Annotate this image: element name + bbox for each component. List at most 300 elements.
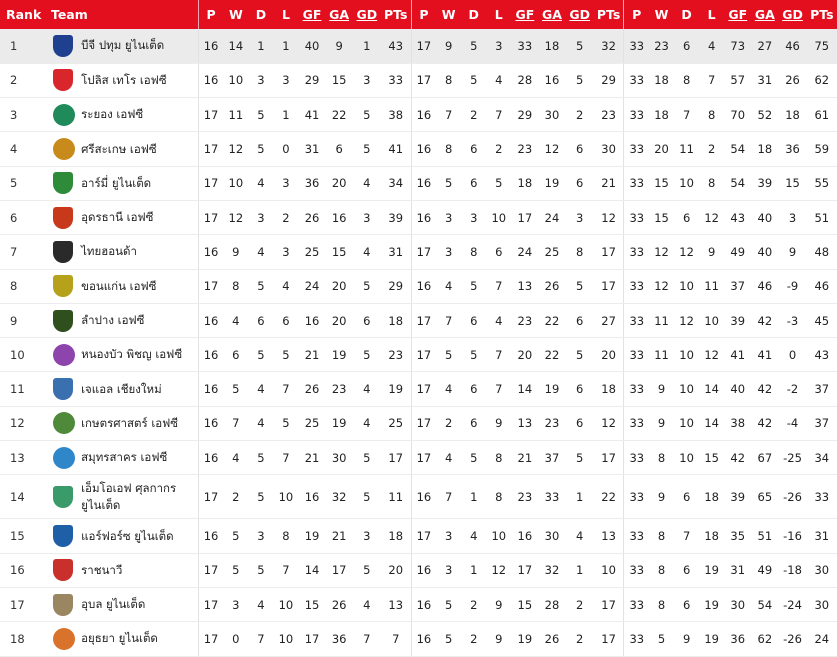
team-name[interactable]: หนองบัว พิชญ เอฟซี (75, 338, 198, 372)
total-goal-difference: -16 (778, 519, 806, 553)
total-goals-for: 57 (724, 63, 751, 97)
header-first-leg-drawn[interactable]: D (248, 0, 273, 29)
total-drawn: 10 (674, 338, 699, 372)
total-drawn: 10 (674, 406, 699, 440)
second-leg-played: 16 (411, 132, 436, 166)
rank-cell: 10 (0, 338, 47, 372)
first-leg-goals-for: 26 (298, 200, 325, 234)
team-name[interactable]: ไทยฮอนด้า (75, 235, 198, 269)
header-rank[interactable]: Rank (0, 0, 47, 29)
total-won: 23 (649, 29, 674, 63)
first-leg-points: 18 (381, 303, 411, 337)
second-leg-goals-for: 17 (511, 553, 538, 587)
second-leg-drawn: 2 (461, 98, 486, 132)
second-leg-drawn: 2 (461, 587, 486, 621)
total-goal-difference: 26 (778, 63, 806, 97)
first-leg-played: 16 (198, 235, 223, 269)
total-lost: 4 (699, 29, 724, 63)
second-leg-goals-against: 19 (538, 166, 565, 200)
second-leg-played: 17 (411, 29, 436, 63)
total-won: 8 (649, 519, 674, 553)
total-points: 46 (807, 269, 837, 303)
total-won: 12 (649, 235, 674, 269)
first-leg-lost: 3 (273, 235, 298, 269)
table-row[interactable] (0, 63, 837, 97)
second-leg-points: 17 (594, 235, 624, 269)
second-leg-drawn: 6 (461, 132, 486, 166)
total-goals-against: 31 (751, 63, 778, 97)
table-row[interactable] (0, 622, 837, 656)
team-logo-cell (47, 519, 75, 553)
first-leg-drawn: 3 (248, 200, 273, 234)
udon-thani-badge-icon (53, 207, 73, 229)
table-row[interactable] (0, 587, 837, 621)
total-lost: 10 (699, 303, 724, 337)
first-leg-points: 23 (381, 338, 411, 372)
second-leg-goals-against: 24 (538, 200, 565, 234)
first-leg-played: 17 (198, 622, 223, 656)
first-leg-drawn: 5 (248, 338, 273, 372)
total-goal-difference: -3 (778, 303, 806, 337)
total-goal-difference: -18 (778, 553, 806, 587)
total-goals-against: 62 (751, 622, 778, 656)
second-leg-points: 23 (594, 98, 624, 132)
header-total-goals-against[interactable]: GA (751, 0, 778, 29)
second-leg-goals-against: 26 (538, 269, 565, 303)
total-lost: 7 (699, 63, 724, 97)
total-goals-against: 46 (751, 269, 778, 303)
rank-cell: 12 (0, 406, 47, 440)
rank-cell: 2 (0, 63, 47, 97)
total-won: 8 (649, 587, 674, 621)
second-leg-drawn: 5 (461, 441, 486, 475)
total-goals-for: 35 (724, 519, 751, 553)
rank-cell: 17 (0, 587, 47, 621)
first-leg-goals-against: 26 (326, 587, 353, 621)
first-leg-drawn: 7 (248, 622, 273, 656)
total-played: 33 (624, 553, 649, 587)
rank-cell: 7 (0, 235, 47, 269)
first-leg-lost: 10 (273, 475, 298, 519)
first-leg-points: 13 (381, 587, 411, 621)
second-leg-won: 8 (436, 63, 461, 97)
header-first-leg-lost[interactable]: L (273, 0, 298, 29)
rank-cell: 11 (0, 372, 47, 406)
total-lost: 8 (699, 98, 724, 132)
second-leg-played: 17 (411, 441, 436, 475)
second-leg-goals-for: 21 (511, 441, 538, 475)
first-leg-goals-for: 16 (298, 475, 325, 519)
table-row[interactable] (0, 441, 837, 475)
second-leg-goals-for: 14 (511, 372, 538, 406)
table-row[interactable] (0, 132, 837, 166)
second-leg-points: 30 (594, 132, 624, 166)
second-leg-lost: 10 (486, 200, 511, 234)
first-leg-goal-difference: 7 (353, 622, 381, 656)
header-first-leg-won[interactable]: W (223, 0, 248, 29)
second-leg-goals-against: 30 (538, 519, 565, 553)
first-leg-goals-for: 26 (298, 372, 325, 406)
team-name[interactable]: ขอนแก่น เอฟซี (75, 269, 198, 303)
first-leg-drawn: 3 (248, 519, 273, 553)
first-leg-goals-against: 21 (326, 519, 353, 553)
table-row[interactable] (0, 98, 837, 132)
total-won: 9 (649, 406, 674, 440)
team-name[interactable]: เจแอล เชียงใหม่ (75, 372, 198, 406)
first-leg-points: 31 (381, 235, 411, 269)
team-name[interactable]: โปลิส เทโร เอฟซี (75, 63, 198, 97)
first-leg-points: 18 (381, 519, 411, 553)
first-leg-goals-against: 17 (326, 553, 353, 587)
total-goal-difference: -2 (778, 372, 806, 406)
first-leg-goals-for: 31 (298, 132, 325, 166)
first-leg-goal-difference: 3 (353, 200, 381, 234)
team-logo-cell (47, 235, 75, 269)
total-goal-difference: 46 (778, 29, 806, 63)
first-leg-lost: 1 (273, 98, 298, 132)
header-first-leg-points[interactable]: PTs (381, 0, 411, 29)
team-name[interactable]: ลำปาง เอฟซี (75, 303, 198, 337)
second-leg-drawn: 6 (461, 406, 486, 440)
second-leg-drawn: 8 (461, 235, 486, 269)
header-second-leg-won[interactable]: W (436, 0, 461, 29)
total-points: 51 (807, 200, 837, 234)
header-total-won[interactable]: W (649, 0, 674, 29)
header-team[interactable]: Team (47, 0, 198, 29)
header-total-goals-for[interactable]: GF (724, 0, 751, 29)
team-logo-cell (47, 29, 75, 63)
total-played: 33 (624, 338, 649, 372)
total-points: 61 (807, 98, 837, 132)
first-leg-won: 6 (223, 338, 248, 372)
second-leg-goal-difference: 4 (566, 519, 594, 553)
table-row[interactable] (0, 269, 837, 303)
table-row[interactable] (0, 406, 837, 440)
first-leg-goals-against: 20 (326, 166, 353, 200)
table-row[interactable] (0, 553, 837, 587)
table-row[interactable] (0, 29, 837, 63)
total-goal-difference: 9 (778, 235, 806, 269)
first-leg-won: 12 (223, 132, 248, 166)
first-leg-goal-difference: 5 (353, 553, 381, 587)
team-name[interactable]: เกษตรศาสตร์ เอฟซี (75, 406, 198, 440)
first-leg-won: 8 (223, 269, 248, 303)
table-row[interactable] (0, 475, 837, 519)
first-leg-drawn: 4 (248, 166, 273, 200)
header-second-leg-goals-for[interactable]: GF (511, 0, 538, 29)
first-leg-drawn: 4 (248, 587, 273, 621)
first-leg-drawn: 5 (248, 98, 273, 132)
team-name[interactable]: ระยอง เอฟซี (75, 98, 198, 132)
total-goals-for: 70 (724, 98, 751, 132)
team-name[interactable]: อาร์มี่ ยูไนเต็ด (75, 166, 198, 200)
table-row[interactable] (0, 519, 837, 553)
header-second-leg-goal-difference[interactable]: GD (566, 0, 594, 29)
second-leg-lost: 7 (486, 338, 511, 372)
team-name[interactable]: อุดรธานี เอฟซี (75, 200, 198, 234)
first-leg-lost: 10 (273, 587, 298, 621)
first-leg-played: 16 (198, 441, 223, 475)
sisaket-badge-icon (53, 138, 75, 160)
total-goals-for: 42 (724, 441, 751, 475)
total-played: 33 (624, 98, 649, 132)
table-header (0, 0, 837, 29)
team-name[interactable]: บีจี ปทุม ยูไนเต็ด (75, 29, 198, 63)
second-leg-goals-against: 16 (538, 63, 565, 97)
second-leg-points: 17 (594, 587, 624, 621)
mof-customs-badge-icon (53, 486, 73, 508)
first-leg-goal-difference: 5 (353, 98, 381, 132)
total-goal-difference: -26 (778, 475, 806, 519)
second-leg-goal-difference: 2 (566, 587, 594, 621)
first-leg-played: 17 (198, 200, 223, 234)
total-goal-difference: -4 (778, 406, 806, 440)
team-name[interactable]: ศรีสะเกษ เอฟซี (75, 132, 198, 166)
first-leg-goal-difference: 4 (353, 587, 381, 621)
team-name[interactable]: อุบล ยูไนเต็ด (75, 587, 198, 621)
first-leg-played: 17 (198, 166, 223, 200)
header-total-played[interactable]: P (624, 0, 649, 29)
total-points: 62 (807, 63, 837, 97)
first-leg-goals-against: 9 (326, 29, 353, 63)
first-leg-lost: 6 (273, 303, 298, 337)
table-row[interactable] (0, 235, 837, 269)
first-leg-goal-difference: 4 (353, 166, 381, 200)
header-second-leg-points[interactable]: PTs (594, 0, 624, 29)
total-goals-against: 18 (751, 132, 778, 166)
header-second-leg-played[interactable]: P (411, 0, 436, 29)
second-leg-lost: 9 (486, 587, 511, 621)
second-leg-lost: 3 (486, 29, 511, 63)
second-leg-points: 21 (594, 166, 624, 200)
total-lost: 19 (699, 622, 724, 656)
second-leg-goal-difference: 1 (566, 553, 594, 587)
header-total-points[interactable]: PTs (807, 0, 837, 29)
header-second-leg-lost[interactable]: L (486, 0, 511, 29)
second-leg-goal-difference: 5 (566, 29, 594, 63)
second-leg-goal-difference: 6 (566, 406, 594, 440)
first-leg-won: 3 (223, 587, 248, 621)
total-goals-against: 39 (751, 166, 778, 200)
total-points: 37 (807, 372, 837, 406)
second-leg-won: 4 (436, 441, 461, 475)
second-leg-points: 13 (594, 519, 624, 553)
header-total-goal-difference[interactable]: GD (778, 0, 806, 29)
first-leg-goal-difference: 1 (353, 29, 381, 63)
second-leg-lost: 4 (486, 63, 511, 97)
total-drawn: 6 (674, 553, 699, 587)
header-first-leg-played[interactable]: P (198, 0, 223, 29)
total-played: 33 (624, 622, 649, 656)
first-leg-goals-for: 25 (298, 235, 325, 269)
second-leg-goals-for: 28 (511, 63, 538, 97)
total-goals-for: 73 (724, 29, 751, 63)
first-leg-played: 16 (198, 406, 223, 440)
team-name[interactable]: สมุทรสาคร เอฟซี (75, 441, 198, 475)
first-leg-goal-difference: 5 (353, 475, 381, 519)
first-leg-played: 16 (198, 519, 223, 553)
total-won: 12 (649, 269, 674, 303)
first-leg-points: 33 (381, 63, 411, 97)
total-goal-difference: 15 (778, 166, 806, 200)
team-logo-cell (47, 372, 75, 406)
first-leg-won: 9 (223, 235, 248, 269)
header-first-leg-goals-for[interactable]: GF (298, 0, 325, 29)
total-goal-difference: -25 (778, 441, 806, 475)
total-won: 5 (649, 622, 674, 656)
second-leg-goals-against: 32 (538, 553, 565, 587)
total-points: 59 (807, 132, 837, 166)
first-leg-won: 5 (223, 519, 248, 553)
header-second-leg-drawn[interactable]: D (461, 0, 486, 29)
table-row[interactable] (0, 372, 837, 406)
first-leg-won: 0 (223, 622, 248, 656)
total-goals-for: 54 (724, 166, 751, 200)
total-goals-against: 42 (751, 303, 778, 337)
second-leg-goal-difference: 5 (566, 441, 594, 475)
first-leg-won: 12 (223, 200, 248, 234)
total-goals-against: 40 (751, 235, 778, 269)
team-name[interactable]: ราชนาวี (75, 553, 198, 587)
first-leg-points: 20 (381, 553, 411, 587)
total-drawn: 6 (674, 29, 699, 63)
first-leg-goal-difference: 4 (353, 372, 381, 406)
thai-honda-badge-icon (53, 241, 73, 263)
first-leg-lost: 7 (273, 372, 298, 406)
total-points: 30 (807, 553, 837, 587)
team-name[interactable]: แอร์ฟอร์ซ ยูไนเต็ด (75, 519, 198, 553)
rank-cell: 3 (0, 98, 47, 132)
second-leg-goals-against: 19 (538, 372, 565, 406)
rank-cell: 1 (0, 29, 47, 63)
first-leg-points: 38 (381, 98, 411, 132)
team-logo-cell (47, 200, 75, 234)
total-won: 15 (649, 200, 674, 234)
second-leg-goal-difference: 2 (566, 98, 594, 132)
first-leg-goals-for: 14 (298, 553, 325, 587)
first-leg-drawn: 4 (248, 406, 273, 440)
total-drawn: 6 (674, 587, 699, 621)
first-leg-won: 4 (223, 303, 248, 337)
total-lost: 19 (699, 553, 724, 587)
header-first-leg-goals-against[interactable]: GA (326, 0, 353, 29)
first-leg-lost: 5 (273, 338, 298, 372)
total-points: 75 (807, 29, 837, 63)
first-leg-won: 10 (223, 63, 248, 97)
team-logo-cell (47, 475, 75, 519)
second-leg-lost: 2 (486, 132, 511, 166)
second-leg-points: 32 (594, 29, 624, 63)
second-leg-goal-difference: 5 (566, 269, 594, 303)
first-leg-goals-against: 15 (326, 235, 353, 269)
header-first-leg-goal-difference[interactable]: GD (353, 0, 381, 29)
total-goals-for: 38 (724, 406, 751, 440)
second-leg-goal-difference: 1 (566, 475, 594, 519)
bg-pathum-badge-icon (53, 35, 73, 57)
total-drawn: 10 (674, 441, 699, 475)
second-leg-played: 16 (411, 269, 436, 303)
total-drawn: 9 (674, 622, 699, 656)
second-leg-lost: 8 (486, 441, 511, 475)
header-total-lost[interactable]: L (699, 0, 724, 29)
first-leg-points: 29 (381, 269, 411, 303)
rank-cell: 5 (0, 166, 47, 200)
total-played: 33 (624, 475, 649, 519)
first-leg-won: 7 (223, 406, 248, 440)
second-leg-played: 17 (411, 406, 436, 440)
table-row[interactable] (0, 303, 837, 337)
first-leg-lost: 1 (273, 29, 298, 63)
first-leg-points: 19 (381, 372, 411, 406)
second-leg-won: 8 (436, 132, 461, 166)
rank-cell: 6 (0, 200, 47, 234)
second-leg-drawn: 1 (461, 475, 486, 519)
second-leg-goals-for: 20 (511, 338, 538, 372)
second-leg-goals-for: 15 (511, 587, 538, 621)
first-leg-points: 11 (381, 475, 411, 519)
first-leg-goals-for: 17 (298, 622, 325, 656)
header-second-leg-goals-against[interactable]: GA (538, 0, 565, 29)
team-name[interactable]: อยุธยา ยูไนเต็ด (75, 622, 198, 656)
second-leg-lost: 10 (486, 519, 511, 553)
second-leg-won: 3 (436, 553, 461, 587)
second-leg-goals-against: 22 (538, 303, 565, 337)
second-leg-played: 16 (411, 166, 436, 200)
army-badge-icon (53, 172, 73, 194)
second-leg-lost: 7 (486, 372, 511, 406)
team-logo-cell (47, 441, 75, 475)
total-won: 8 (649, 441, 674, 475)
header-total-drawn[interactable]: D (674, 0, 699, 29)
table-row[interactable] (0, 166, 837, 200)
second-leg-lost: 7 (486, 269, 511, 303)
rank-cell: 13 (0, 441, 47, 475)
second-leg-goals-for: 17 (511, 200, 538, 234)
lampang-badge-icon (53, 310, 73, 332)
total-played: 33 (624, 303, 649, 337)
second-leg-played: 16 (411, 475, 436, 519)
total-points: 45 (807, 303, 837, 337)
table-row[interactable] (0, 338, 837, 372)
total-goal-difference: -24 (778, 587, 806, 621)
first-leg-played: 16 (198, 29, 223, 63)
total-goal-difference: -9 (778, 269, 806, 303)
first-leg-points: 25 (381, 406, 411, 440)
total-points: 43 (807, 338, 837, 372)
total-points: 24 (807, 622, 837, 656)
second-leg-lost: 12 (486, 553, 511, 587)
second-leg-drawn: 6 (461, 372, 486, 406)
total-points: 37 (807, 406, 837, 440)
second-leg-points: 27 (594, 303, 624, 337)
total-lost: 14 (699, 372, 724, 406)
total-won: 8 (649, 553, 674, 587)
first-leg-played: 17 (198, 269, 223, 303)
team-logo-cell (47, 132, 75, 166)
second-leg-goals-against: 18 (538, 29, 565, 63)
second-leg-points: 18 (594, 372, 624, 406)
team-name[interactable]: เอ็มโอเอฟ ศุลกากร ยูไนเต็ด (75, 475, 198, 519)
total-lost: 12 (699, 200, 724, 234)
total-played: 33 (624, 63, 649, 97)
first-leg-won: 11 (223, 98, 248, 132)
first-leg-goals-against: 16 (326, 200, 353, 234)
first-leg-goals-against: 20 (326, 269, 353, 303)
total-lost: 8 (699, 166, 724, 200)
first-leg-goals-for: 16 (298, 303, 325, 337)
table-row[interactable] (0, 200, 837, 234)
total-won: 18 (649, 98, 674, 132)
